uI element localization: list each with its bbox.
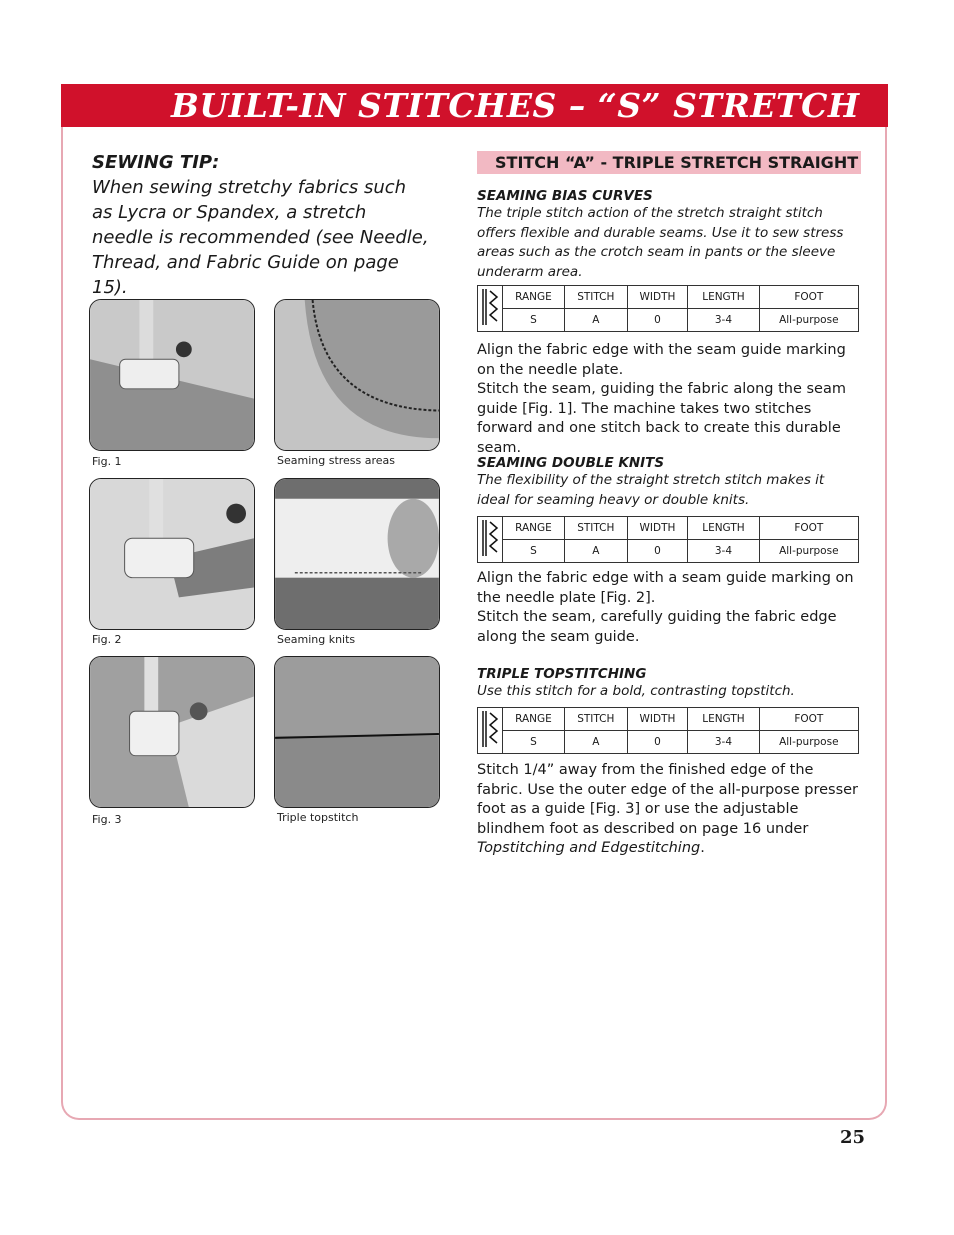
- header-length: LENGTH: [688, 708, 759, 731]
- instruction: Align the fabric edge with a seam guide marking on the needle plate [Fig. 2].: [477, 570, 854, 606]
- header-foot: FOOT: [759, 708, 858, 731]
- tip-heading: SEWING TIP:: [92, 152, 220, 173]
- figure-knits-photo: [274, 478, 440, 630]
- header-stitch: STITCH: [564, 708, 627, 731]
- figure-2-photo: [89, 478, 255, 630]
- triple-stitch-icon: [478, 708, 503, 754]
- instruction: Stitch the seam, carefully guiding the fabric edge along the seam guide.: [477, 609, 837, 645]
- section-heading: TRIPLE TOPSTITCHING: [477, 666, 647, 682]
- section-description: The flexibility of the straight stretch stitch makes it ideal for seaming heavy or double knits.: [477, 472, 825, 508]
- section-heading: SEAMING BIAS CURVES: [477, 188, 653, 204]
- section-double-knits: [477, 455, 861, 510]
- figure-caption: Fig. 1: [92, 455, 122, 468]
- section-title: STITCH “A” - TRIPLE STRETCH STRAIGHT: [477, 151, 861, 174]
- header-width: WIDTH: [627, 517, 688, 540]
- page-number: 25: [840, 1127, 866, 1148]
- figure-caption: Fig. 2: [92, 633, 122, 646]
- section-bias-curves: [477, 188, 861, 282]
- stitch-settings-table: [477, 516, 859, 563]
- figure-3-photo: [89, 656, 255, 808]
- value-stitch: A: [564, 731, 627, 754]
- page-title: BUILT-IN STITCHES – “S” STRETCH RANGE: [61, 84, 888, 127]
- section-topstitch-instructions: [477, 761, 861, 859]
- section-bias-instructions: [477, 341, 861, 458]
- instruction: Stitch 1/4” away from the finished edge of the fabric. Use the outer edge of the all-purpose presser foot as a guide [Fig. 3] or use the adjustable blindhem foot as described on page 16 under Topstitching and Edgestitching.: [477, 762, 859, 856]
- instruction: Stitch the seam, guiding the fabric along the seam guide [Fig. 1]. The machine takes two stitches forward and one stitch back to create this durable seam.: [477, 381, 846, 456]
- value-width: 0: [627, 731, 688, 754]
- header-range: RANGE: [503, 286, 565, 309]
- header-stitch: STITCH: [564, 517, 627, 540]
- instruction: Align the fabric edge with the seam guide marking on the needle plate.: [477, 342, 846, 378]
- figure-caption: Seaming stress areas: [277, 454, 396, 467]
- value-range: S: [503, 731, 565, 754]
- value-range: S: [503, 309, 565, 332]
- triple-stitch-icon: [478, 286, 503, 332]
- figure-stress-photo: [274, 299, 440, 451]
- figure-caption: Triple topstitch: [277, 811, 359, 824]
- value-foot: All-purpose: [759, 731, 858, 754]
- stitch-settings-table: [477, 707, 859, 754]
- value-range: S: [503, 540, 565, 563]
- value-stitch: A: [564, 540, 627, 563]
- header-length: LENGTH: [688, 517, 759, 540]
- figure-caption: Seaming knits: [277, 633, 356, 646]
- header-length: LENGTH: [688, 286, 759, 309]
- section-topstitching: [477, 666, 861, 702]
- figure-topstitch-photo: [274, 656, 440, 808]
- header-width: WIDTH: [627, 286, 688, 309]
- value-length: 3-4: [688, 309, 759, 332]
- header-range: RANGE: [503, 517, 565, 540]
- section-heading: SEAMING DOUBLE KNITS: [477, 455, 665, 471]
- section-description: The triple stitch action of the stretch straight stitch offers flexible and durable seams. Use it to sew stress areas such as the crotch seam in pants or the sleeve underarm area.: [477, 205, 844, 280]
- value-length: 3-4: [688, 540, 759, 563]
- value-foot: All-purpose: [759, 540, 858, 563]
- section-knits-instructions: [477, 569, 861, 647]
- value-length: 3-4: [688, 731, 759, 754]
- value-width: 0: [627, 540, 688, 563]
- stitch-settings-table: [477, 285, 859, 332]
- value-stitch: A: [564, 309, 627, 332]
- topstitch-reference: Topstitching and Edgestitching: [477, 840, 701, 856]
- header-foot: FOOT: [759, 517, 858, 540]
- value-width: 0: [627, 309, 688, 332]
- header-stitch: STITCH: [564, 286, 627, 309]
- tip-text: When sewing stretchy fabrics such as Lycra or Spandex, a stretch needle is recommended (see Needle, Thread, and Fabric Guide on page 15).: [92, 177, 429, 298]
- header-foot: FOOT: [759, 286, 858, 309]
- section-description: Use this stitch for a bold, contrasting topstitch.: [477, 683, 795, 699]
- header-width: WIDTH: [627, 708, 688, 731]
- triple-stitch-icon: [478, 517, 503, 563]
- figure-caption: Fig. 3: [92, 813, 122, 826]
- figure-1-photo: [89, 299, 255, 451]
- header-range: RANGE: [503, 708, 565, 731]
- value-foot: All-purpose: [759, 309, 858, 332]
- sewing-tip: [92, 150, 432, 300]
